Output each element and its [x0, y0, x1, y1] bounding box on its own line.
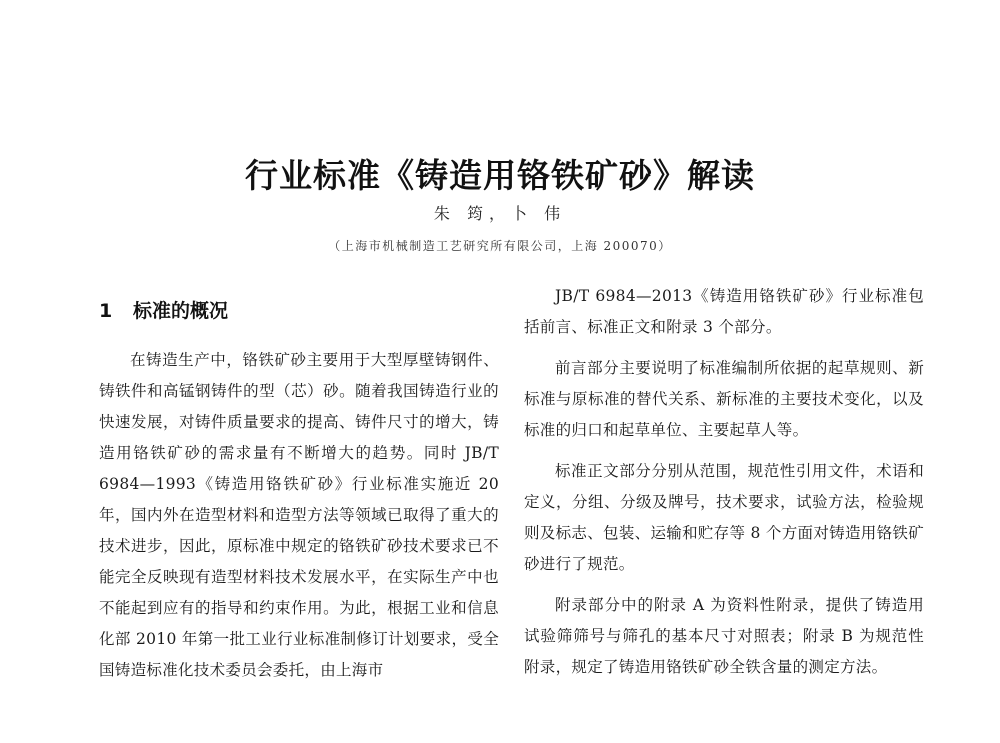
right-column — [524, 281, 924, 693]
paragraph-structure: JB/T 6984—2013《铸造用铬铁矿砂》行业标准包括前言、标准正文和附录 3 个部分。 — [524, 287, 924, 336]
article-title: 行业标准《铸造用铬铁矿砂》解读 — [245, 156, 755, 196]
section-paragraph: 在铸造生产中，铬铁矿砂主要用于大型厚壁铸钢件、铸铁件和高锰钢铸件的型（芯）砂。随着我国铸造行业的快速发展，对铸件质量要求的提高、铸件尺寸的增大，铸造用铬铁矿砂的需求量有不断增大的趋势。同时 JB/T 6984—1993《铸造用铬铁矿砂》行业标准实施近 20 年，国内外在造型材料和造型方法等领域已取得了重大的技术进步，因此，原标准中规定的铬铁矿砂技术要求已不能完全反映现有造型材料技术发展水平，在实际生产中也不能起到应有的指导和约束作用。为此，根据工业和信息化部 2010 年第一批工业行业标准制修订计划要求，受全国铸造标准化技术委员会委托，由上海市 — [99, 351, 499, 679]
authors: 朱 筠，卜 伟 — [433, 204, 567, 223]
paragraph-appendix: 附录部分中的附录 A 为资料性附录，提供了铸造用试验筛筛号与筛孔的基本尺寸对照表；附录 B 为规范性附录，规定了铸造用铬铁矿砂全铁含量的测定方法。 — [524, 596, 924, 676]
affiliation: （上海市机械制造工艺研究所有限公司，上海 200070） — [328, 239, 672, 253]
section-title: 标准的概况 — [133, 300, 229, 322]
section-number: 1 — [99, 300, 113, 322]
left-column — [99, 290, 499, 686]
paragraph-preface: 前言部分主要说明了标准编制所依据的起草规则、新标准与原标准的替代关系、新标准的主要技术变化，以及标准的归口和起草单位、主要起草人等。 — [524, 359, 924, 439]
section-heading — [99, 290, 499, 332]
paragraph-main-text: 标准正文部分分别从范围，规范性引用文件，术语和定义，分组、分级及牌号，技术要求，试验方法，检验规则及标志、包装、运输和贮存等 8 个方面对铸造用铬铁矿砂进行了规范。 — [524, 462, 924, 573]
